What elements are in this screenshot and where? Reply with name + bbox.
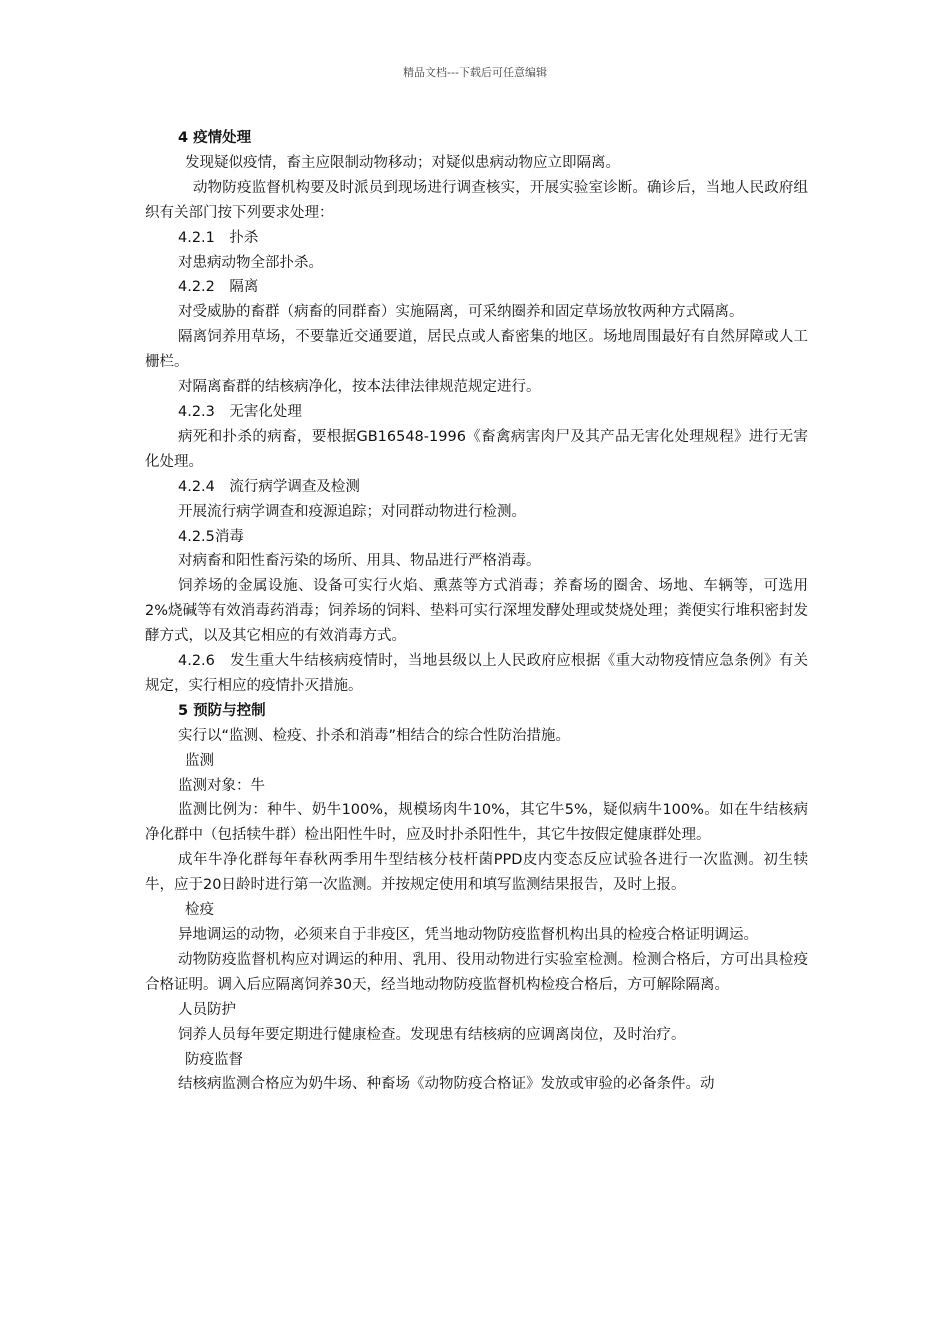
paragraph: 对患病动物全部扑杀。 (178, 254, 323, 271)
paragraph: 4.2.4 流行病学调查及检测 (178, 478, 360, 495)
paragraph: 防疫监督 (185, 1051, 243, 1068)
paragraph: 对受威胁的畜群（病畜的同群畜）实施隔离，可采纳圈养和固定草场放牧两种方式隔离。 (178, 304, 744, 321)
paragraph: 监测比例为：种牛、奶牛100%，规模场肉牛10%，其它牛5%，疑似病牛100%。如在牛结核病净化群中（包括犊牛群）检出阳性牛时，应及时扑杀阳性牛，其它牛按假定健康群处理。 (145, 802, 808, 844)
paragraph: 成年牛净化群每年春秋两季用牛型结核分枝杆菌PPD皮内变态反应试验各进行一次监测。初生犊牛，应于20日龄时进行第一次监测。并按规定使用和填写监测结果报告，及时上报。 (145, 852, 808, 894)
section-heading: 5 预防与控制 (178, 702, 266, 719)
paragraph: 异地调运的动物，必须来自于非疫区，凭当地动物防疫监督机构出具的检疫合格证明调运。 (178, 927, 758, 943)
paragraph: 对隔离畜群的结核病净化，按本法律法律规范规定进行。 (178, 379, 541, 396)
paragraph: 监测对象：牛 (178, 777, 265, 794)
document-body (145, 126, 808, 1097)
paragraph: 动物防疫监督机构应对调运的种用、乳用、役用动物进行实验室检测。检测合格后，方可出具检疫合格证明。调入后应隔离饲养30天，经当地动物防疫监督机构检疫合格后，方可解除隔离。 (145, 951, 808, 993)
paragraph: 病死和扑杀的病畜，要根据GB16548-1996《畜禽病害肉尸及其产品无害化处理规程》进行无害化处理。 (145, 428, 808, 470)
paragraph: 4.2.3 无害化处理 (178, 403, 302, 420)
paragraph: 开展流行病学调查和疫源追踪；对同群动物进行检测。 (178, 503, 526, 520)
paragraph: 饲养人员每年要定期进行健康检查。发现患有结核病的应调离岗位，及时治疗。 (178, 1026, 686, 1043)
paragraph: 实行以“监测、检疫、扑杀和消毒”相结合的综合性防治措施。 (178, 727, 571, 744)
paragraph: 隔离饲养用草场，不要靠近交通要道，居民点或人畜密集的地区。场地周围最好有自然屏障或人工栅栏。 (145, 329, 808, 371)
paragraph: 监测 (185, 752, 214, 769)
paragraph: 结核病监测合格应为奶牛场、种畜场《动物防疫合格证》发放或审验的必备条件。动 (178, 1076, 715, 1093)
paragraph: 动物防疫监督机构要及时派员到现场进行调查核实，开展实验室诊断。确诊后，当地人民政府组织有关部门按下列要求处理： (145, 179, 808, 221)
paragraph: 饲养场的金属设施、设备可实行火焰、熏蒸等方式消毒；养畜场的圈舍、场地、车辆等，可选用2%烧碱等有效消毒药消毒；饲养场的饲料、垫料可实行深埋发酵处理或焚烧处理；粪便实行堆积密封发酵方式，以及其它相应的有效消毒方式。 (145, 578, 808, 645)
paragraph: 4.2.5消毒 (178, 528, 244, 545)
paragraph: 4.2.1 扑杀 (178, 229, 259, 246)
section-heading: 4 疫情处理 (178, 130, 252, 146)
paragraph: 4.2.6 发生重大牛结核病疫情时，当地县级以上人民政府应根据《重大动物疫情应急条例》有关规定，实行相应的疫情扑灭措施。 (145, 653, 808, 694)
paragraph: 人员防护 (178, 1001, 236, 1018)
page-header: 精品文档---下载后可任意编辑 (403, 66, 547, 79)
paragraph: 4.2.2 隔离 (178, 279, 259, 296)
paragraph: 对病畜和阳性畜污染的场所、用具、物品进行严格消毒。 (178, 553, 541, 570)
paragraph: 发现疑似疫情，畜主应限制动物移动；对疑似患病动物应立即隔离。 (185, 154, 620, 171)
paragraph: 检疫 (185, 902, 214, 919)
